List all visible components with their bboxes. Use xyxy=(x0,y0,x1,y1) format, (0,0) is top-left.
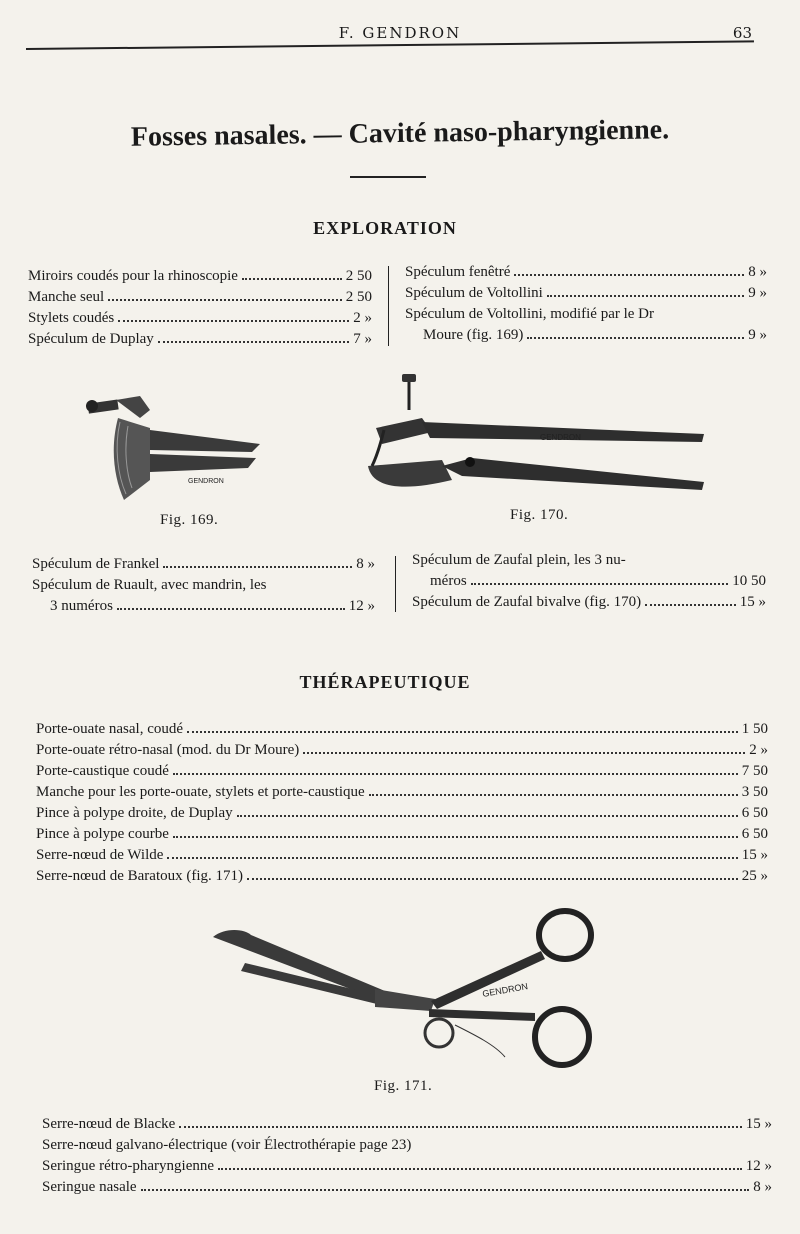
entry-label: Moure (fig. 169) xyxy=(423,327,524,343)
entry-label: Seringue rétro-pharyngienne xyxy=(42,1158,215,1174)
exploration-left-column xyxy=(28,266,372,350)
entry-price: 6 50 xyxy=(741,805,768,821)
price-entry xyxy=(36,782,768,803)
leader-dots xyxy=(163,566,352,568)
entry-label: Serre-nœud galvano-électrique (voir Électrothérapie page 23) xyxy=(42,1137,412,1153)
exploration-right-column xyxy=(405,262,767,346)
entry-label: Serre-nœud de Wilde xyxy=(36,847,164,863)
entry-label: Spéculum de Frankel xyxy=(32,556,160,572)
price-entry xyxy=(412,571,766,592)
running-header-author: F. GENDRON xyxy=(338,24,462,42)
price-entry xyxy=(36,845,768,866)
column-divider xyxy=(388,266,389,346)
entry-label: méros xyxy=(430,573,467,589)
entry-label: Porte-ouate rétro-nasal (mod. du Dr Moure) xyxy=(36,742,300,758)
price-entry xyxy=(42,1114,772,1135)
engraving-label: GENDRON xyxy=(540,433,581,442)
entry-price: 15 » xyxy=(741,847,768,863)
price-entry xyxy=(28,287,372,308)
price-entry xyxy=(36,866,768,887)
entry-price: 2 » xyxy=(353,310,372,326)
entry-price: 7 » xyxy=(353,331,372,347)
price-entry xyxy=(42,1156,772,1177)
leader-dots xyxy=(117,608,345,610)
leader-dots xyxy=(247,878,738,880)
entry-label: Porte-ouate nasal, coudé xyxy=(36,721,184,737)
price-entry xyxy=(36,719,768,740)
leader-dots xyxy=(167,857,737,859)
page-number: 63 xyxy=(732,24,752,42)
section-heading-therapeutique: THÉRAPEUTIQUE xyxy=(299,672,471,692)
entry-price: 15 » xyxy=(745,1116,772,1132)
entry-label: 3 numéros xyxy=(50,598,113,614)
entry-price: 10 50 xyxy=(732,573,766,589)
leader-dots xyxy=(369,794,738,796)
entry-price: 8 » xyxy=(748,264,767,280)
entry-price: 12 » xyxy=(745,1158,772,1174)
leader-dots xyxy=(218,1168,742,1170)
entry-price: 7 50 xyxy=(741,763,768,779)
entry-label: Miroirs coudés pour la rhinoscopie xyxy=(28,268,238,284)
price-entry xyxy=(42,1177,772,1198)
entry-label: Seringue nasale xyxy=(42,1179,137,1195)
entry-price: 2 50 xyxy=(345,289,372,305)
entry-price: 8 » xyxy=(356,556,375,572)
serre-noeud-illustration-fig171 xyxy=(205,905,605,1075)
title-rule xyxy=(350,176,426,178)
leader-dots xyxy=(187,731,738,733)
speculum-illustration-fig169 xyxy=(80,388,280,508)
price-entry xyxy=(28,329,372,350)
therapeutique-list xyxy=(36,719,768,887)
price-entry xyxy=(32,554,375,575)
entry-label: Manche pour les porte-ouate, stylets et porte-caustique xyxy=(36,784,365,800)
leader-dots xyxy=(645,604,736,606)
engraving-label: GENDRON xyxy=(188,478,224,485)
entry-price: 9 » xyxy=(748,327,767,343)
column-divider xyxy=(395,556,396,612)
leader-dots xyxy=(237,815,738,817)
page-title: Fosses nasales. — Cavité naso-pharyngienne. xyxy=(130,114,670,153)
entry-label-line: Spéculum de Zaufal plein, les 3 nu- xyxy=(412,552,626,568)
price-entry xyxy=(42,1135,772,1156)
price-entry xyxy=(36,824,768,845)
price-entry xyxy=(36,740,768,761)
section-heading-exploration: EXPLORATION xyxy=(313,218,457,238)
engraving-label: GENDRON xyxy=(481,981,529,999)
entry-price: 3 50 xyxy=(741,784,768,800)
leader-dots xyxy=(179,1126,741,1128)
entry-label: Spéculum de Duplay xyxy=(28,331,154,347)
leader-dots xyxy=(471,583,729,585)
entry-label: Pince à polype courbe xyxy=(36,826,169,842)
entry-label: Pince à polype droite, de Duplay xyxy=(36,805,233,821)
figure-caption: Fig. 171. xyxy=(374,1078,433,1094)
leader-dots xyxy=(173,836,738,838)
entry-price: 8 » xyxy=(753,1179,772,1195)
entry-price: 2 » xyxy=(749,742,768,758)
speculums-left-column xyxy=(32,554,375,617)
price-entry xyxy=(405,262,767,283)
leader-dots xyxy=(108,299,342,301)
entry-price: 2 50 xyxy=(345,268,372,284)
entry-label: Manche seul xyxy=(28,289,105,305)
price-entry xyxy=(28,308,372,329)
leader-dots xyxy=(158,341,349,343)
entry-price: 9 » xyxy=(748,285,767,301)
entry-label: Spéculum de Voltollini xyxy=(405,285,543,301)
entry-label-line: Spéculum de Voltollini, modifié par le Dr xyxy=(405,306,654,322)
entry-label: Spéculum de Zaufal bivalve (fig. 170) xyxy=(412,594,642,610)
bivalve-speculum-illustration-fig170 xyxy=(362,370,712,500)
leader-dots xyxy=(303,752,745,754)
price-entry xyxy=(28,266,372,287)
leader-dots xyxy=(547,295,744,297)
leader-dots xyxy=(242,278,342,280)
leader-dots xyxy=(141,1189,750,1191)
entry-label: Spéculum fenêtré xyxy=(405,264,511,280)
entry-label-line: Spéculum de Ruault, avec mandrin, les xyxy=(32,577,267,593)
entry-price: 12 » xyxy=(348,598,375,614)
speculums-right-column xyxy=(412,550,766,613)
entry-label: Porte-caustique coudé xyxy=(36,763,169,779)
entry-label: Stylets coudés xyxy=(28,310,115,326)
leader-dots xyxy=(118,320,349,322)
figure-caption: Fig. 169. xyxy=(160,512,219,528)
entry-label: Serre-nœud de Blacke xyxy=(42,1116,176,1132)
leader-dots xyxy=(527,337,744,339)
figure-caption: Fig. 170. xyxy=(510,507,569,523)
entry-price: 6 50 xyxy=(741,826,768,842)
price-entry xyxy=(405,325,767,346)
price-entry xyxy=(36,803,768,824)
leader-dots xyxy=(514,274,744,276)
leader-dots xyxy=(173,773,738,775)
entry-price: 25 » xyxy=(741,868,768,884)
price-entry xyxy=(36,761,768,782)
price-entry xyxy=(412,592,766,613)
entry-label: Serre-nœud de Baratoux (fig. 171) xyxy=(36,868,244,884)
therapeutique-list-continued xyxy=(42,1114,772,1198)
entry-price: 15 » xyxy=(739,594,766,610)
entry-price: 1 50 xyxy=(741,721,768,737)
price-entry xyxy=(32,596,375,617)
price-entry xyxy=(405,283,767,304)
